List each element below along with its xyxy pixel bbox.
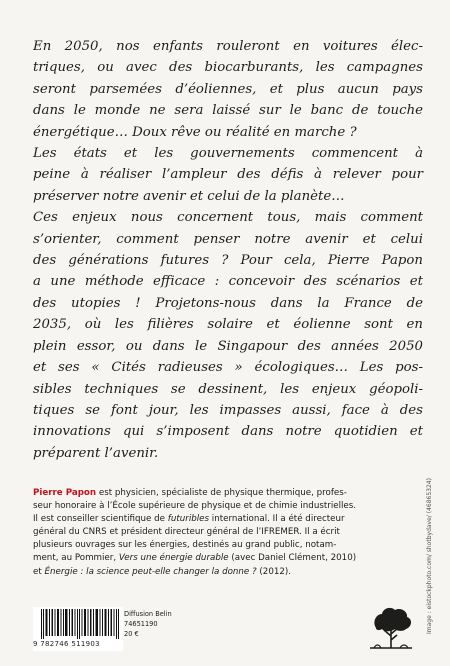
- author-name: Pierre Papon: [33, 488, 97, 498]
- product-code: 74651190: [124, 619, 158, 628]
- bio-line: Pierre Papon est physicien, spécialiste de physique thermique, profes-: [33, 488, 347, 498]
- blurb-line: En 2050, nos enfants rouleront en voitures élec-: [33, 39, 423, 54]
- blurb-line: préserver notre avenir et celui de la planète…: [33, 188, 345, 204]
- blurb-line: préparent l’avenir.: [33, 445, 159, 461]
- blurb-line: et ses « Cités radieuses » écologiques… Les pos-: [33, 360, 423, 376]
- barcode: [33, 607, 123, 651]
- blurb-line: dans le monde ne sera laissé sur le banc de touche: [33, 103, 423, 119]
- blurb-line: seront parsemées d’éoliennes, et plus aucun pays: [33, 81, 423, 97]
- book-title: Énergie : la science peut-elle changer la donne ?: [44, 566, 257, 577]
- bio-line: Il est conseiller scientifique de futuribles international. Il a été directeur: [33, 514, 345, 525]
- blurb-line: innovations qui s’imposent dans notre quotidien et: [33, 424, 423, 440]
- barcode-bars: [41, 609, 121, 639]
- blurb-line: Ces enjeux nous concernent tous, mais comment: [33, 210, 423, 226]
- isbn-digits: 9 782746 511903: [33, 640, 100, 648]
- blurb-line: peine à réaliser l’ampleur des défis à relever pour: [33, 167, 423, 183]
- blurb-line: 2035, où les filières solaire et éolienne sont en: [33, 317, 423, 333]
- tree-logo-icon: [366, 604, 416, 650]
- blurb-line: énergétique… Doux rêve ou réalité en marche ?: [33, 124, 357, 140]
- blurb-line: a une méthode efficace : concevoir des scénarios et: [33, 274, 423, 290]
- blurb-line: Les états et les gouvernements commencent à: [33, 146, 423, 162]
- bio-line: plusieurs ouvrages sur les énergies, destinés au grand public, notam-: [33, 540, 337, 551]
- blurb-line: des utopies ! Projetons-nous dans la France de: [33, 295, 423, 311]
- author-bio: [33, 487, 421, 579]
- book-title: Vers une énergie durable: [118, 553, 229, 564]
- blurb-line: triques, ou avec des biocarburants, les campagnes: [33, 60, 423, 76]
- image-credit: Image : eistockphoto.com/ shotbydave/ (46865324): [426, 478, 433, 634]
- distribution-info: [124, 610, 172, 639]
- distributor: Diffusion Belin: [124, 610, 172, 618]
- bio-line: ment, au Pommier, Vers une énergie durable (avec Daniel Clément, 2010): [33, 553, 357, 564]
- blurb-text: [33, 36, 423, 464]
- blurb-line: des générations futures ? Pour cela, Pierre Papon: [33, 253, 423, 269]
- blurb-line: tiques se font jour, les impasses aussi, face à des: [33, 402, 423, 418]
- blurb-line: sibles techniques se dessinent, les enjeux géopoli-: [33, 381, 423, 397]
- blurb-line: s’orienter, comment penser notre avenir et celui: [33, 231, 423, 247]
- bio-line: général du CNRS et président directeur général de l’IFREMER. Il a écrit: [33, 527, 340, 538]
- price: 20 €: [124, 629, 139, 638]
- blurb-line: plein essor, ou dans le Singapour des années 2050: [33, 338, 423, 354]
- bio-line: et Énergie : la science peut-elle changer la donne ? (2012).: [33, 566, 292, 577]
- bio-line: seur honoraire à l’École supérieure de physique et de chimie industrielles.: [33, 501, 357, 512]
- futuribles-title: futuribles: [167, 514, 210, 525]
